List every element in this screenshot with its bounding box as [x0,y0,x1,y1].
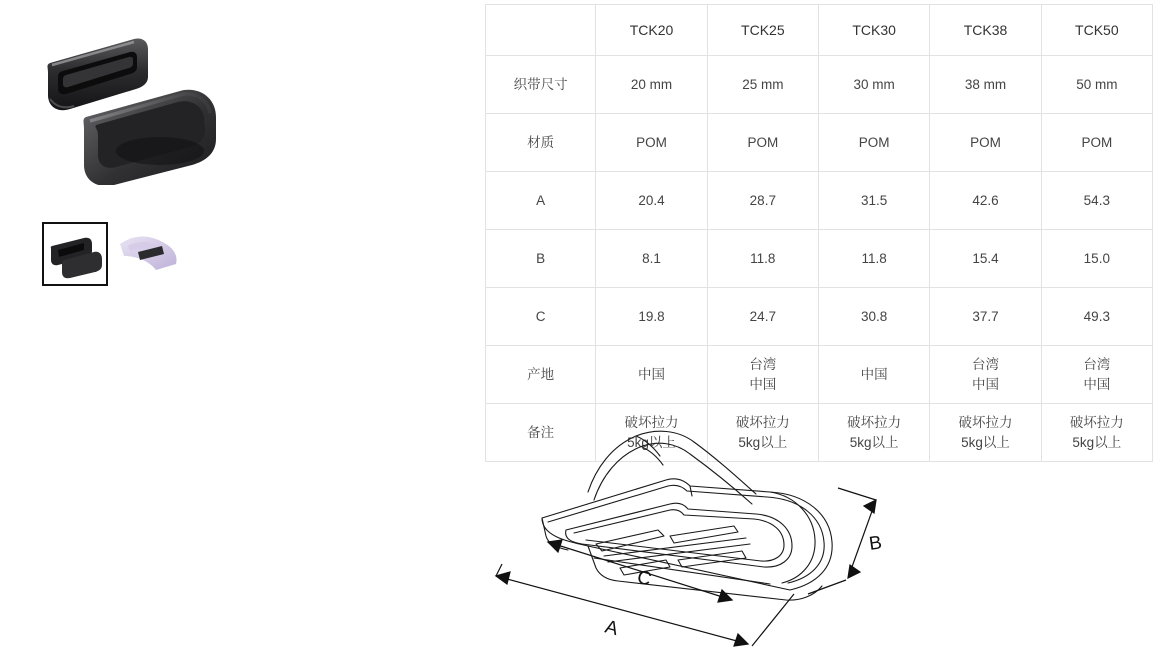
spec-table-body [486,56,1153,462]
dimension-label-b: B [867,532,884,555]
thumbnail-strip[interactable] [42,222,182,286]
cell-b-tck50: 15.0 [1041,230,1152,288]
cell-b-tck20: 8.1 [596,230,707,288]
column-header-tck25: TCK25 [707,5,818,56]
column-header-tck30: TCK30 [818,5,929,56]
thumbnail-product-black[interactable] [42,222,108,286]
cell-remarks-tck38: 破坏拉力 5kg以上 [930,404,1041,462]
cell-webbing-size-tck25: 25 mm [707,56,818,114]
table-corner-cell [486,5,596,56]
cell-origin-tck20: 中国 [596,346,707,404]
cell-material-tck20: POM [596,114,707,172]
table-row [486,230,1153,288]
main-product-image[interactable] [30,25,230,185]
cell-c-tck38: 37.7 [930,288,1041,346]
cell-origin-tck30: 中国 [818,346,929,404]
row-label-origin: 产地 [486,346,596,404]
row-label-webbing-size: 织带尺寸 [486,56,596,114]
cell-a-tck20: 20.4 [596,172,707,230]
product-photo-svg [30,25,230,185]
cell-c-tck30: 30.8 [818,288,929,346]
cell-material-tck25: POM [707,114,818,172]
dimension-label-a: A [602,616,621,641]
table-row [486,288,1153,346]
column-header-tck20: TCK20 [596,5,707,56]
cell-webbing-size-tck30: 30 mm [818,56,929,114]
table-row [486,346,1153,404]
cell-origin-tck25: 台湾 中国 [707,346,818,404]
thumbnail-product-application[interactable] [116,222,182,286]
cell-b-tck38: 15.4 [930,230,1041,288]
cell-a-tck25: 28.7 [707,172,818,230]
table-row [486,172,1153,230]
thumbnail-image-2 [116,222,182,282]
row-label-b: B [486,230,596,288]
table-row [486,56,1153,114]
dimension-drawing-svg [470,418,940,656]
cell-origin-tck50: 台湾 中国 [1041,346,1152,404]
cell-a-tck38: 42.6 [930,172,1041,230]
table-row [486,114,1153,172]
cell-remarks-tck25: 破坏拉力 5kg以上 [707,404,818,462]
cell-material-tck30: POM [818,114,929,172]
dimension-label-c: C [634,566,654,591]
column-header-tck38: TCK38 [930,5,1041,56]
cell-c-tck25: 24.7 [707,288,818,346]
cell-remarks-tck50: 破坏拉力 5kg以上 [1041,404,1152,462]
spec-table-container [485,4,1153,462]
column-header-tck50: TCK50 [1041,5,1152,56]
cell-webbing-size-tck38: 38 mm [930,56,1041,114]
cell-webbing-size-tck50: 50 mm [1041,56,1152,114]
cell-b-tck30: 11.8 [818,230,929,288]
row-label-material: 材质 [486,114,596,172]
specification-table [485,4,1153,462]
spec-table-head [486,5,1153,56]
dimension-drawing [470,418,940,656]
cell-material-tck50: POM [1041,114,1152,172]
product-image-panel [0,0,480,658]
cell-remarks-tck20: 破坏拉力 5kg以上 [596,404,707,462]
cell-b-tck25: 11.8 [707,230,818,288]
cell-c-tck50: 49.3 [1041,288,1152,346]
cell-webbing-size-tck20: 20 mm [596,56,707,114]
cell-remarks-tck30: 破坏拉力 5kg以上 [818,404,929,462]
cell-c-tck20: 19.8 [596,288,707,346]
cell-origin-tck38: 台湾 中国 [930,346,1041,404]
cell-material-tck38: POM [930,114,1041,172]
cell-a-tck50: 54.3 [1041,172,1152,230]
table-header-row [486,5,1153,56]
cell-a-tck30: 31.5 [818,172,929,230]
thumbnail-image-1 [44,224,106,284]
row-label-c: C [486,288,596,346]
row-label-a: A [486,172,596,230]
row-label-remarks: 备注 [486,404,596,462]
